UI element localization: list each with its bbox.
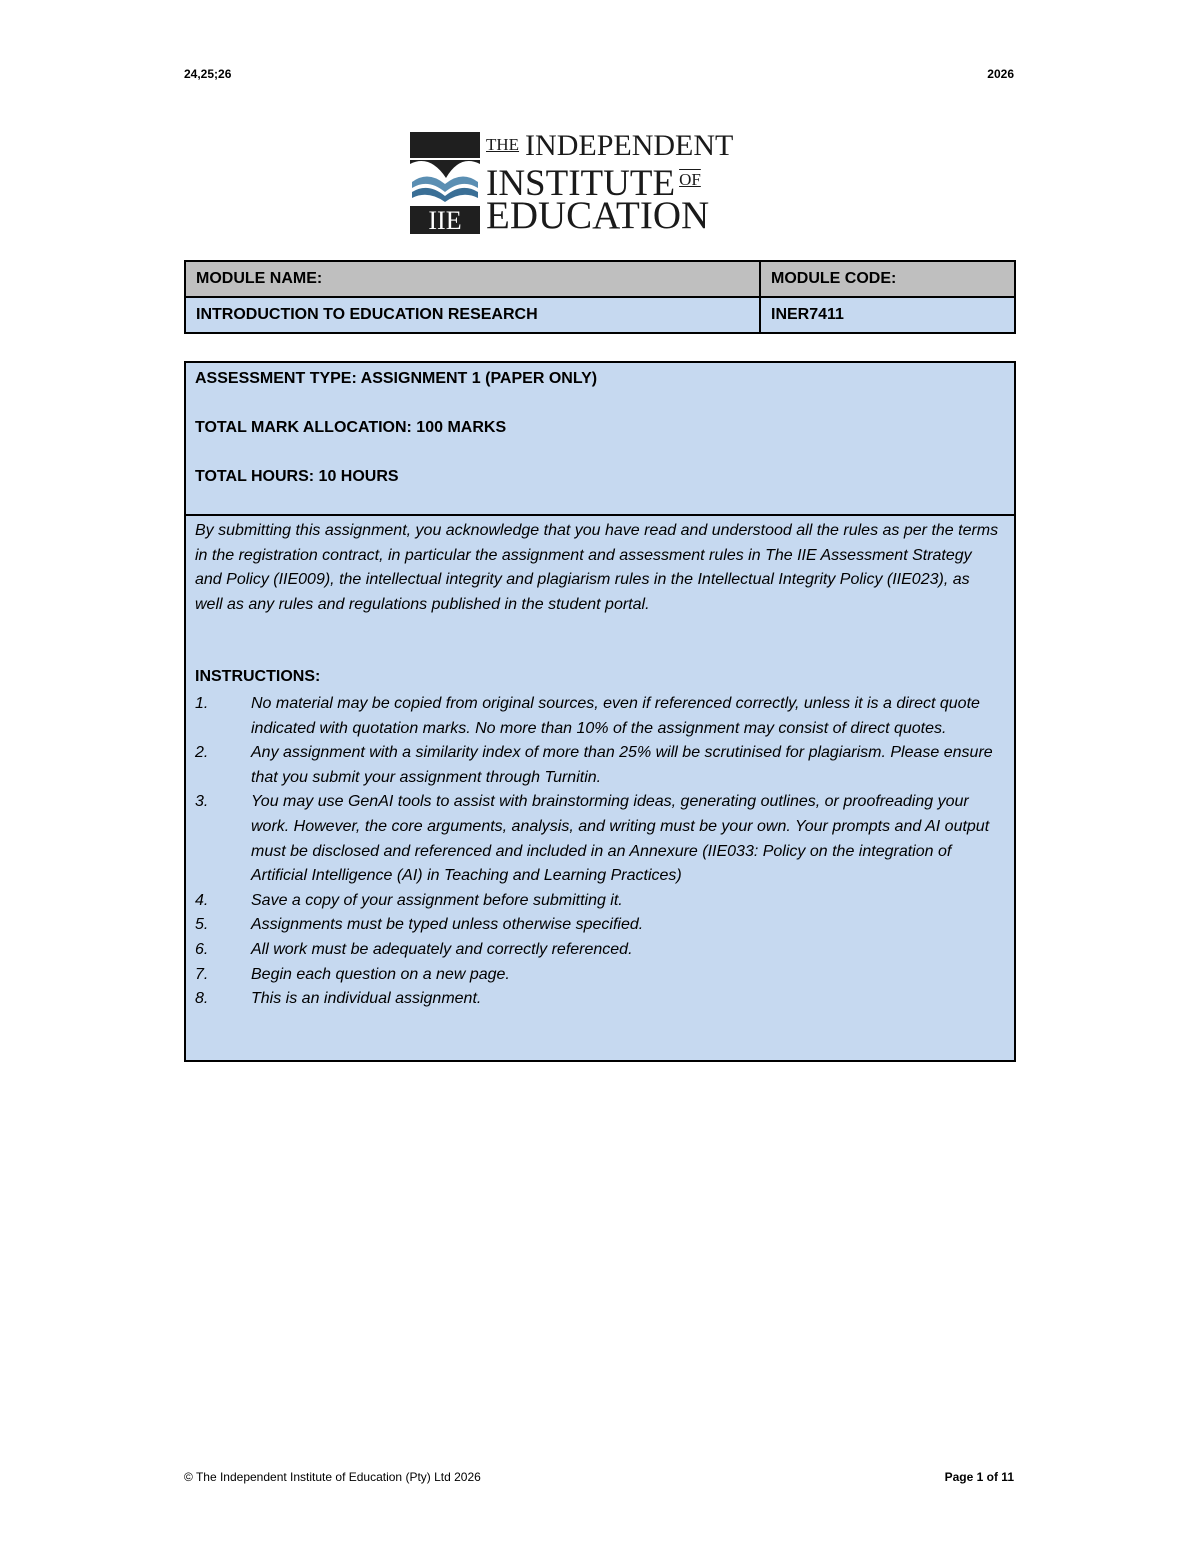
footer-page-number: Page 1 of 11 xyxy=(944,1470,1014,1484)
list-item xyxy=(195,963,1000,988)
item-number: 3. xyxy=(195,793,209,811)
item-text: This is an individual assignment. xyxy=(251,990,482,1008)
module-name-label: MODULE NAME: xyxy=(185,261,760,297)
item-text: Any assignment with a similarity index of more than 25% will be scrutinised for plagiarism. Please ensure that you submit your assignment through Turnitin. xyxy=(251,744,993,786)
module-table xyxy=(184,260,1016,334)
module-code-label: MODULE CODE: xyxy=(760,261,1015,297)
item-text: Assignments must be typed unless otherwise specified. xyxy=(251,916,644,934)
assessment-details xyxy=(184,361,1016,515)
logo-independent: INDEPENDENT xyxy=(525,129,734,162)
item-text: No material may be copied from original sources, even if referenced correctly, unless it is a direct quote indicated with quotation marks. No more than 10% of the assignment may consist of direct quotes. xyxy=(251,695,980,737)
module-code: INER7411 xyxy=(760,297,1015,333)
iie-badge-text: IIE xyxy=(428,206,462,234)
header-year: 2026 xyxy=(987,67,1014,81)
footer-copyright: © The Independent Institute of Education (Pty) Ltd 2026 xyxy=(184,1470,481,1484)
item-number: 2. xyxy=(195,744,209,762)
instructions-title: INSTRUCTIONS: xyxy=(195,668,321,685)
logo-institute: INSTITUTE xyxy=(486,163,676,204)
item-number: 4. xyxy=(195,891,209,909)
item-number: 6. xyxy=(195,940,209,958)
item-text: All work must be adequately and correctly referenced. xyxy=(251,940,633,958)
list-item xyxy=(195,938,1000,963)
list-item xyxy=(195,692,1000,741)
rules-section xyxy=(184,514,1016,1062)
module-name: INTRODUCTION TO EDUCATION RESEARCH xyxy=(185,297,760,333)
item-text: Begin each question on a new page. xyxy=(251,965,510,983)
logo-education: EDUCATION xyxy=(486,194,710,237)
item-text: Save a copy of your assignment before submitting it. xyxy=(251,891,623,909)
item-number: 5. xyxy=(195,916,209,934)
logo-the: THE xyxy=(486,135,520,154)
item-number: 7. xyxy=(195,965,209,983)
total-hours: TOTAL HOURS: 10 HOURS xyxy=(195,468,399,485)
total-marks: TOTAL MARK ALLOCATION: 100 MARKS xyxy=(195,419,507,436)
list-item xyxy=(195,987,1000,1012)
assessment-type: ASSESSMENT TYPE: ASSIGNMENT 1 (PAPER ONLY) xyxy=(195,370,598,387)
list-item xyxy=(195,790,1000,888)
instructions-list xyxy=(195,692,1000,1012)
item-text: You may use GenAI tools to assist with brainstorming ideas, generating outlines, or proofreading your work. However, the core arguments, analysis, and writing must be your own. Your prompts and AI output must be disclosed and referenced and included in an Annexure (IIE033: Policy on the integration of Artificial Intelligence (AI) in Teaching and Learning Practices) xyxy=(251,793,990,885)
header-left-code: 24,25;26 xyxy=(184,67,232,81)
open-book-logo-icon xyxy=(410,130,480,234)
item-number: 1. xyxy=(195,695,209,712)
item-number: 8. xyxy=(195,990,209,1008)
logo-of: OF xyxy=(679,170,701,189)
list-item xyxy=(195,889,1000,914)
list-item xyxy=(195,741,1000,790)
iie-logo xyxy=(410,130,790,236)
list-item xyxy=(195,913,1000,938)
declaration-text: By submitting this assignment, you acknowledge that you have read and understood all the rules as per the terms in the registration contract, in particular the assignment and assessment rules in The IIE Assessment Strategy and Policy (IIE009), the intellectual integrity and plagiarism rules in the Intellectual Integrity Policy (IIE023), as well as any rules and regulations published in the student portal. xyxy=(195,522,999,613)
